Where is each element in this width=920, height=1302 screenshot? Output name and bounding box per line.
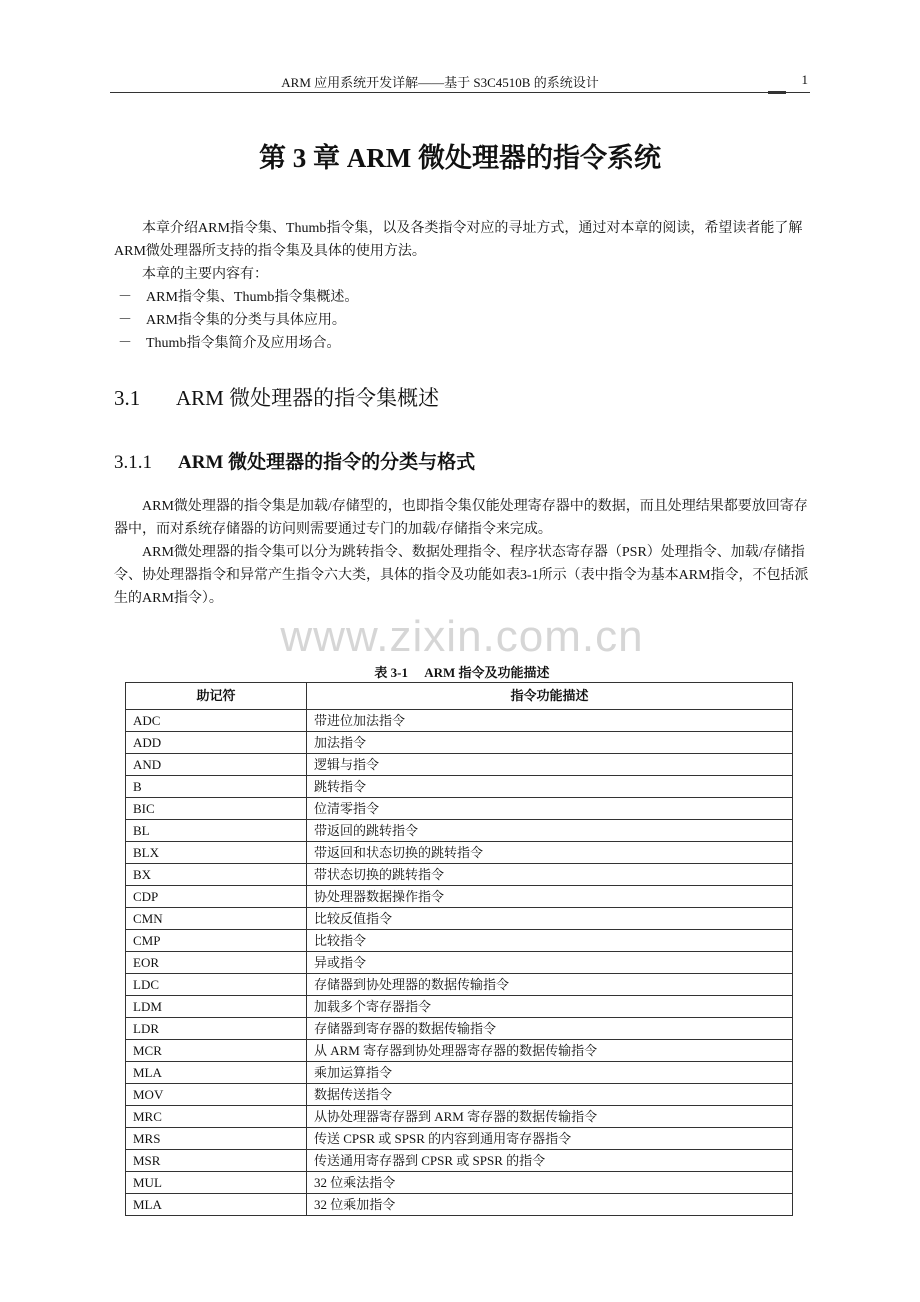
mnemonic-cell: CMN xyxy=(126,908,307,930)
description-cell: 带返回的跳转指令 xyxy=(307,820,793,842)
bullet-item: － Thumb指令集简介及应用场合。 xyxy=(118,336,341,351)
description-cell: 比较反值指令 xyxy=(307,908,793,930)
description-cell: 从 ARM 寄存器到协处理器寄存器的数据传输指令 xyxy=(307,1040,793,1062)
mnemonic-cell: LDR xyxy=(126,1018,307,1040)
bullet-item: － ARM指令集的分类与具体应用。 xyxy=(118,313,346,328)
table-row xyxy=(126,710,793,732)
mnemonic-cell: BL xyxy=(126,820,307,842)
table-row xyxy=(126,754,793,776)
mnemonic-cell: LDC xyxy=(126,974,307,996)
section-title: ARM 微处理器的指令集概述 xyxy=(176,386,440,410)
table-caption: 表 3-1 ARM 指令及功能描述 xyxy=(374,665,550,680)
description-cell: 传送通用寄存器到 CPSR 或 SPSR 的指令 xyxy=(307,1150,793,1172)
description-cell: 32 位乘法指令 xyxy=(307,1172,793,1194)
header-rule-accent xyxy=(768,91,786,94)
table-row xyxy=(126,1194,793,1216)
mnemonic-cell: ADD xyxy=(126,732,307,754)
watermark: www.zixin.com.cn xyxy=(280,612,644,661)
description-cell: 比较指令 xyxy=(307,930,793,952)
mnemonic-cell: LDM xyxy=(126,996,307,1018)
subsection-number: 3.1.1 xyxy=(114,452,152,473)
mnemonic-cell: MLA xyxy=(126,1062,307,1084)
bullet-item: － ARM指令集、Thumb指令集概述。 xyxy=(118,290,359,305)
mnemonic-cell: MSR xyxy=(126,1150,307,1172)
table-row xyxy=(126,820,793,842)
description-cell: 加法指令 xyxy=(307,732,793,754)
intro-bullets xyxy=(114,286,810,355)
page-header xyxy=(110,72,810,90)
description-cell: 从协处理器寄存器到 ARM 寄存器的数据传输指令 xyxy=(307,1106,793,1128)
description-cell: 加载多个寄存器指令 xyxy=(307,996,793,1018)
mnemonic-cell: CMP xyxy=(126,930,307,952)
body-paragraph: ARM微处理器的指令集是加载/存储型的，也即指令集仅能处理寄存器中的数据，而且处理结果都要放回寄存器中，而对系统存储器的访问则需要通过专门的加载/存储指令来完成。 xyxy=(114,499,808,537)
description-cell: 存储器到协处理器的数据传输指令 xyxy=(307,974,793,996)
description-cell: 逻辑与指令 xyxy=(307,754,793,776)
intro-paragraph: 本章介绍ARM指令集、Thumb指令集，以及各类指令对应的寻址方式，通过对本章的阅读，希望读者能了解ARM微处理器所支持的指令集及具体的使用方法。 xyxy=(114,221,803,259)
table-row xyxy=(126,908,793,930)
column-header: 助记符 xyxy=(126,683,307,710)
description-cell: 带返回和状态切换的跳转指令 xyxy=(307,842,793,864)
table-row xyxy=(126,996,793,1018)
mnemonic-cell: MOV xyxy=(126,1084,307,1106)
mnemonic-cell: MLA xyxy=(126,1194,307,1216)
table-row xyxy=(126,842,793,864)
subsection-title: ARM 微处理器的指令的分类与格式 xyxy=(178,452,476,473)
mnemonic-cell: MRS xyxy=(126,1128,307,1150)
table-row xyxy=(126,1018,793,1040)
table-row xyxy=(126,776,793,798)
header-rule xyxy=(110,92,810,93)
intro-contents-label: 本章的主要内容有： xyxy=(142,267,268,282)
mnemonic-cell: BLX xyxy=(126,842,307,864)
table-header-row xyxy=(126,683,793,710)
description-cell: 传送 CPSR 或 SPSR 的内容到通用寄存器指令 xyxy=(307,1128,793,1150)
mnemonic-cell: MUL xyxy=(126,1172,307,1194)
mnemonic-cell: B xyxy=(126,776,307,798)
description-cell: 带进位加法指令 xyxy=(307,710,793,732)
table-row xyxy=(126,1128,793,1150)
subsection-heading xyxy=(114,449,810,477)
mnemonic-cell: AND xyxy=(126,754,307,776)
description-cell: 乘加运算指令 xyxy=(307,1062,793,1084)
section-heading xyxy=(114,383,810,413)
mnemonic-cell: MCR xyxy=(126,1040,307,1062)
table-row xyxy=(126,1062,793,1084)
description-cell: 位清零指令 xyxy=(307,798,793,820)
header-title: ARM 应用系统开发详解——基于 S3C4510B 的系统设计 xyxy=(281,75,599,90)
table-row xyxy=(126,886,793,908)
table-row xyxy=(126,974,793,996)
table-row xyxy=(126,1040,793,1062)
table-row xyxy=(126,1150,793,1172)
column-header: 指令功能描述 xyxy=(307,683,793,710)
table-row xyxy=(126,1172,793,1194)
description-cell: 协处理器数据操作指令 xyxy=(307,886,793,908)
instruction-table xyxy=(125,682,793,1216)
section-number: 3.1 xyxy=(114,386,141,410)
mnemonic-cell: EOR xyxy=(126,952,307,974)
description-cell: 带状态切换的跳转指令 xyxy=(307,864,793,886)
page-number: 1 xyxy=(801,72,808,87)
description-cell: 32 位乘加指令 xyxy=(307,1194,793,1216)
description-cell: 异或指令 xyxy=(307,952,793,974)
mnemonic-cell: ADC xyxy=(126,710,307,732)
description-cell: 数据传送指令 xyxy=(307,1084,793,1106)
body-paragraph: ARM微处理器的指令集可以分为跳转指令、数据处理指令、程序状态寄存器（PSR）处理指令、加载/存储指令、协处理器指令和异常产生指令六大类，具体的指令及功能如表3-1所示（表中指令为基本ARM指令，不包括派生的ARM指令）。 xyxy=(114,545,809,606)
mnemonic-cell: CDP xyxy=(126,886,307,908)
description-cell: 存储器到寄存器的数据传输指令 xyxy=(307,1018,793,1040)
table-row xyxy=(126,952,793,974)
table-row xyxy=(126,1106,793,1128)
mnemonic-cell: BIC xyxy=(126,798,307,820)
table-row xyxy=(126,930,793,952)
table-row xyxy=(126,798,793,820)
table-row xyxy=(126,1084,793,1106)
table-row xyxy=(126,732,793,754)
page-body xyxy=(114,217,810,1216)
mnemonic-cell: MRC xyxy=(126,1106,307,1128)
table-row xyxy=(126,864,793,886)
mnemonic-cell: BX xyxy=(126,864,307,886)
description-cell: 跳转指令 xyxy=(307,776,793,798)
chapter-title: 第 3 章 ARM 微处理器的指令系统 xyxy=(259,143,661,173)
